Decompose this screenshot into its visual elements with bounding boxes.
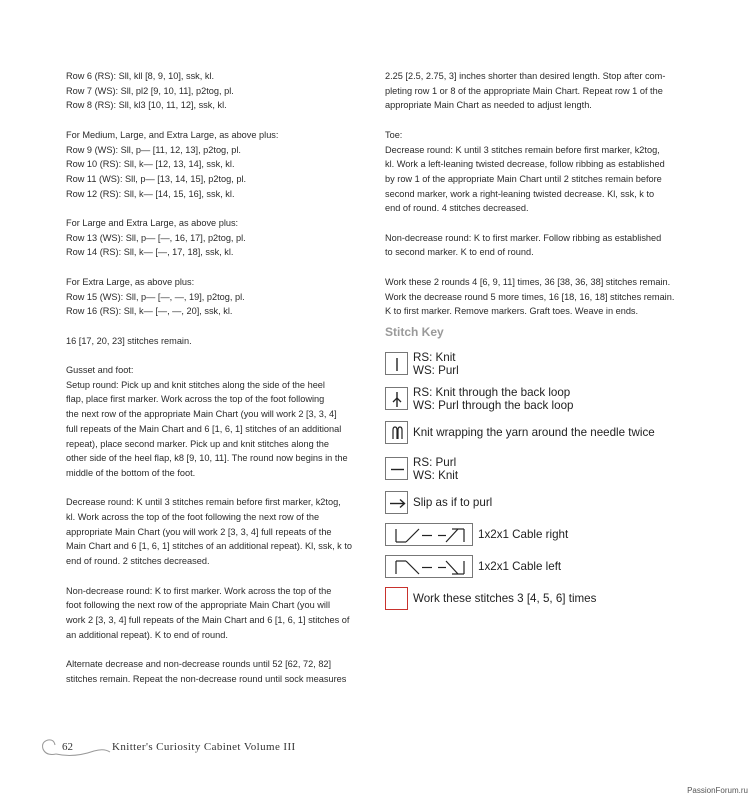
toe-block <box>385 128 687 216</box>
text-line: Row 12 (RS): Sll, k— [14, 15, 16], ssk, kl. <box>66 188 235 199</box>
slip-symbol-icon <box>385 491 408 514</box>
decrease-round-block <box>66 495 368 569</box>
section-heading: Toe: <box>385 129 403 140</box>
repeat-box-icon <box>385 587 408 610</box>
text-line: Row 8 (RS): Sll, kl3 [10, 11, 12], ssk, kl. <box>66 100 227 111</box>
key-item-knit <box>385 351 687 377</box>
watermark: PassionForum.ru <box>687 786 748 795</box>
gusset-foot-block <box>66 363 368 481</box>
text-line: Row 10 (RS): Sll, k— [12, 13, 14], ssk, kl. <box>66 159 235 170</box>
text-line: an additional repeat). K to end of round. <box>66 629 228 640</box>
text-line: kl. Work across the top of the foot following the next row of the <box>66 512 320 522</box>
key-item-knit-tbl <box>385 386 687 412</box>
key-label-line: Work these stitches 3 [4, 5, 6] times <box>413 591 597 605</box>
page-number: 62 <box>62 741 73 753</box>
page-footer <box>34 734 354 760</box>
text-line: K to first marker. Remove markers. Graft toes. Weave in ends. <box>385 306 639 317</box>
non-decrease-round-block <box>66 584 368 643</box>
text-line: second marker, work a right-leaning twisted decrease. Kl, ssk, k to <box>385 188 655 199</box>
key-label-line: Slip as if to purl <box>413 495 493 509</box>
double-wrap-symbol-icon <box>385 421 408 444</box>
text-line: end of round. 2 stitches decreased. <box>66 556 210 567</box>
key-label-line: 1x2x1 Cable left <box>478 559 562 573</box>
text-line: foot following the next row of the appropriate Main Chart (you will <box>66 600 331 611</box>
text-line: Decrease round: K until 3 stitches remain before first marker, k2tog, <box>66 497 341 508</box>
text-line: other side of the heel flap, k8 [9, 10, 11]. The round now begins in the <box>66 453 348 464</box>
knit-tbl-symbol-icon <box>385 387 408 410</box>
key-label-line: RS: Knit <box>413 350 456 364</box>
key-label-line: RS: Purl <box>413 455 457 469</box>
text-line: Row 15 (WS): Sll, p— [—, —, 19], p2tog, pl. <box>66 291 245 302</box>
text-line: Row 13 (WS): Sll, p— [—, 16, 17], p2tog, pl. <box>66 232 246 243</box>
key-label-line: RS: Knit through the back loop <box>413 385 571 399</box>
key-item-purl <box>385 456 687 482</box>
text-line: Setup round: Pick up and knit stitches along the side of the heel <box>66 379 325 390</box>
text-line: For Medium, Large, and Extra Large, as above plus: <box>66 129 279 140</box>
key-label-line: WS: Purl through the back loop <box>413 398 574 412</box>
xl-block <box>66 275 368 319</box>
stitch-key <box>385 325 687 610</box>
rows-6-8-block <box>66 69 368 113</box>
key-item-repeat <box>385 587 687 610</box>
text-line: Work the decrease round 5 more times, 16 [18, 16, 18] stitches remain. <box>385 291 675 302</box>
key-item-double-wrap <box>385 421 687 444</box>
text-line: Work these 2 rounds 4 [6, 9, 11] times, 36 [38, 36, 38] stitches remain. <box>385 276 671 287</box>
text-line: Decrease round: K until 3 stitches remain before first marker, k2tog, <box>385 144 660 155</box>
text-line: 16 [17, 20, 23] stitches remain. <box>66 335 192 346</box>
text-line: middle of the bottom of the foot. <box>66 467 196 478</box>
text-line: stitches remain. Repeat the non-decrease round until sock measures <box>66 673 347 684</box>
key-item-cable-right <box>385 523 687 546</box>
left-column <box>66 69 368 701</box>
stitches-remain-block <box>66 334 368 349</box>
cable-right-symbol-icon <box>385 523 473 546</box>
key-label-line: WS: Knit <box>413 468 459 482</box>
cable-left-symbol-icon <box>385 555 473 578</box>
key-label-line: WS: Purl <box>413 363 459 377</box>
text-line: Row 7 (WS): Sll, pl2 [9, 10, 11], p2tog, pl. <box>66 85 234 96</box>
text-line: For Extra Large, as above plus: <box>66 276 195 287</box>
text-line: the next row of the appropriate Main Chart (you will work 2 [3, 3, 4] <box>66 409 337 420</box>
text-line: 2.25 [2.5, 2.75, 3] inches shorter than desired length. Stop after com- <box>385 71 666 81</box>
knit-symbol-icon <box>385 352 408 375</box>
text-line: repeat), place second marker. Pick up and knit stitches along the <box>66 438 330 449</box>
text-line: Non-decrease round: K to first marker. Follow ribbing as established <box>385 232 662 243</box>
large-xl-block <box>66 216 368 260</box>
key-item-cable-left <box>385 555 687 578</box>
alternate-rounds-block <box>66 657 368 686</box>
text-line: Row 9 (WS): Sll, p— [11, 12, 13], p2tog, pl. <box>66 144 241 155</box>
text-line: Row 14 (RS): Sll, k— [—, 17, 18], ssk, kl. <box>66 247 234 258</box>
medium-large-xl-block <box>66 128 368 202</box>
text-line: Non-decrease round: K to first marker. Work across the top of the <box>66 585 332 596</box>
text-line: appropriate Main Chart as needed to adjust length. <box>385 100 592 111</box>
key-label-line: 1x2x1 Cable right <box>478 527 569 541</box>
text-line: For Large and Extra Large, as above plus: <box>66 218 239 228</box>
text-line: full repeats of the Main Chart and 6 [1, 6, 1] stitches of an additional <box>66 423 342 434</box>
text-line: end of round. 4 stitches decreased. <box>385 203 529 214</box>
book-title: Knitter's Curiosity Cabinet Volume III <box>112 741 296 753</box>
text-line: Row 6 (RS): Sll, kll [8, 9, 10], ssk, kl. <box>66 71 215 81</box>
text-line: Alternate decrease and non-decrease rounds until 52 [62, 72, 82] <box>66 659 332 669</box>
toe-non-decrease-block <box>385 231 687 260</box>
key-item-slip <box>385 491 687 514</box>
text-line: Main Chart and 6 [1, 6, 1] stitches of an additional repeat). Kl, ssk, k to <box>66 541 352 552</box>
section-heading: Gusset and foot: <box>66 364 134 375</box>
text-line: appropriate Main Chart (you will work 2 [3, 3, 4] full repeats of the <box>66 526 332 537</box>
text-line: kl. Work a left-leaning twisted decrease, follow ribbing as established <box>385 159 665 170</box>
text-line: Row 16 (RS): Sll, k— [—, —, 20], ssk, kl. <box>66 306 233 317</box>
text-line: work 2 [3, 3, 4] full repeats of the Main Chart and 6 [1, 6, 1] stitches of <box>66 614 350 625</box>
right-column <box>385 69 687 618</box>
key-label-line: Knit wrapping the yarn around the needle twice <box>413 425 655 439</box>
stitch-key-title: Stitch Key <box>385 324 444 339</box>
text-line: to second marker. K to end of round. <box>385 247 534 258</box>
work-rounds-block <box>385 275 687 319</box>
text-line: flap, place first marker. Work across the top of the foot following <box>66 394 325 405</box>
purl-symbol-icon <box>385 457 408 480</box>
text-line: Row 11 (WS): Sll, p— [13, 14, 15], p2tog, pl. <box>66 173 247 184</box>
continuation-block <box>385 69 687 113</box>
page-ornament-icon <box>34 734 114 760</box>
text-line: by row 1 of the appropriate Main Chart until 2 stitches remain before <box>385 173 662 184</box>
text-line: pleting row 1 or 8 of the appropriate Main Chart. Repeat row 1 of the <box>385 85 663 96</box>
